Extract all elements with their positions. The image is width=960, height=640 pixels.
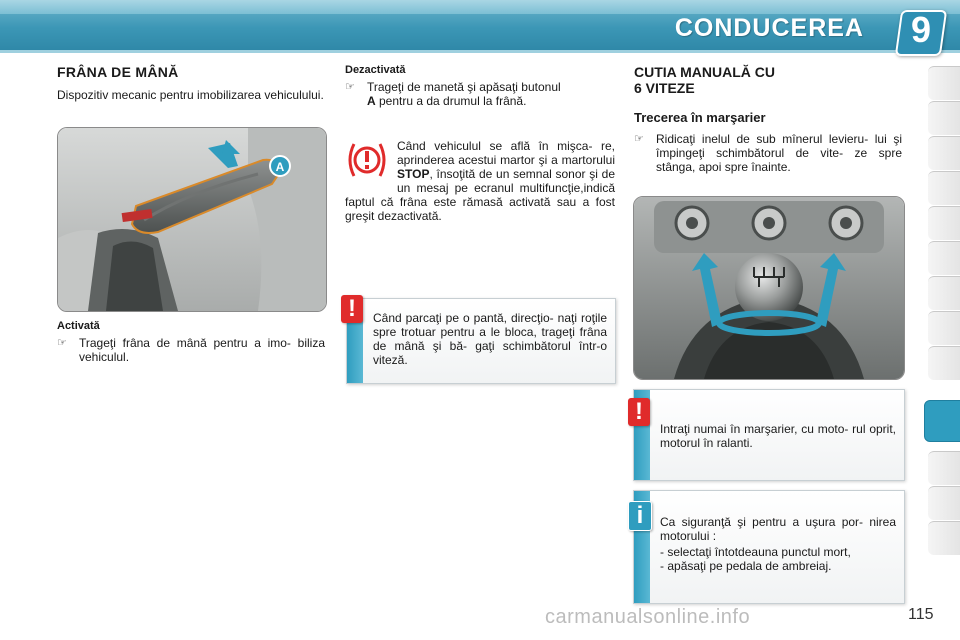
pointing-hand-icon: ☞ xyxy=(57,337,67,349)
reverse-text: Ridicaţi inelul de sub mînerul levieru- lui şi împingeţi schimbătorul de vite- ze spre stânga, apoi spre înainte. xyxy=(656,132,902,174)
deactivated-text-b: pentru a da drumul la frână. xyxy=(375,94,527,108)
deactivated-text-a: Trageţi de manetă şi apăsaţi butonul xyxy=(367,80,561,94)
header-highlight xyxy=(0,0,960,14)
gearbox-heading: CUTIA MANUALĂ CU 6 VITEZE xyxy=(634,64,776,96)
chapter-tab[interactable] xyxy=(928,276,960,310)
handbrake-illustration xyxy=(58,128,326,311)
chapter-tab[interactable] xyxy=(928,136,960,170)
gearshift-illustration xyxy=(634,197,904,379)
reverse-bullet xyxy=(634,132,902,174)
safety-info-text xyxy=(660,515,896,573)
chapter-tab[interactable] xyxy=(928,451,960,485)
chapter-tab[interactable] xyxy=(928,101,960,135)
exclamation-icon: ! xyxy=(341,295,363,323)
chapter-tabs xyxy=(928,66,960,576)
chapter-tab[interactable] xyxy=(928,346,960,380)
reverse-warning-text: Intraţi numai în marşarier, cu moto- rul oprit, motorul în ralanti. xyxy=(660,422,896,450)
info-icon: i xyxy=(628,501,652,531)
safety-info-note xyxy=(633,490,905,604)
chapter-tab-active[interactable] xyxy=(924,400,960,442)
chapter-tab[interactable] xyxy=(928,241,960,275)
page-number: 115 xyxy=(908,606,934,623)
chapter-tab[interactable] xyxy=(928,521,960,555)
warning-text-1: Când vehiculul se află în mişca- re, aprinderea acestui martor şi a martorului xyxy=(397,139,615,167)
handbrake-photo xyxy=(57,127,327,312)
chapter-tab[interactable] xyxy=(928,66,960,100)
pointing-hand-icon: ☞ xyxy=(345,81,355,93)
activated-bullet xyxy=(57,336,325,364)
handbrake-intro: Dispozitiv mecanic pentru imobilizarea vehiculului. xyxy=(57,88,324,102)
label-a-text: A xyxy=(275,160,285,174)
chapter-number: 9 xyxy=(910,9,932,50)
watermark: carmanualsonline.info xyxy=(545,606,751,628)
stop-word: STOP xyxy=(397,167,430,181)
chapter-tab[interactable] xyxy=(928,171,960,205)
exclamation-icon: ! xyxy=(628,398,650,426)
gearshift-photo xyxy=(633,196,905,380)
safety-item: - apăsaţi pe pedala de ambreiaj. xyxy=(660,559,832,573)
chapter-tab[interactable] xyxy=(928,206,960,240)
reverse-title: Trecerea în marşarier xyxy=(634,110,766,125)
warning-text-2: , însoţită de un semnal sonor şi de un mesaj pe ecranul multifuncţie,indică faptul că frâna este rămasă activată sau a fost greşit dezactivată. xyxy=(345,167,615,223)
slope-warning-text: Când parcaţi pe o pantă, direcţio- naţi roţile spre trotuar pentru a le bloca, trageţi frâna de mână şi bă- gaţi schimbătorul într-o viteză. xyxy=(373,311,607,367)
chapter-title: CONDUCEREA xyxy=(674,14,864,42)
chapter-tab[interactable] xyxy=(928,486,960,520)
activated-text: Trageţi frâna de mână pentru a imo- biliza vehiculul. xyxy=(79,336,325,364)
safety-intro: Ca siguranţă şi pentru a uşura por- nirea motorului : xyxy=(660,515,896,543)
deactivated-title: Dezactivată xyxy=(345,64,406,76)
handbrake-heading: FRÂNA DE MÂNĂ xyxy=(57,64,179,80)
chapter-tab[interactable] xyxy=(928,311,960,345)
warning-lamp-paragraph xyxy=(345,139,615,223)
reverse-warning-note xyxy=(633,389,905,481)
button-a-ref: A xyxy=(367,94,376,108)
activated-title: Activată xyxy=(57,320,100,332)
header-underline xyxy=(0,50,960,53)
pointing-hand-icon: ☞ xyxy=(634,133,644,145)
slope-warning-note xyxy=(346,295,616,384)
safety-item: - selectaţi întotdeauna punctul mort, xyxy=(660,545,851,559)
deactivated-bullet xyxy=(345,80,615,108)
